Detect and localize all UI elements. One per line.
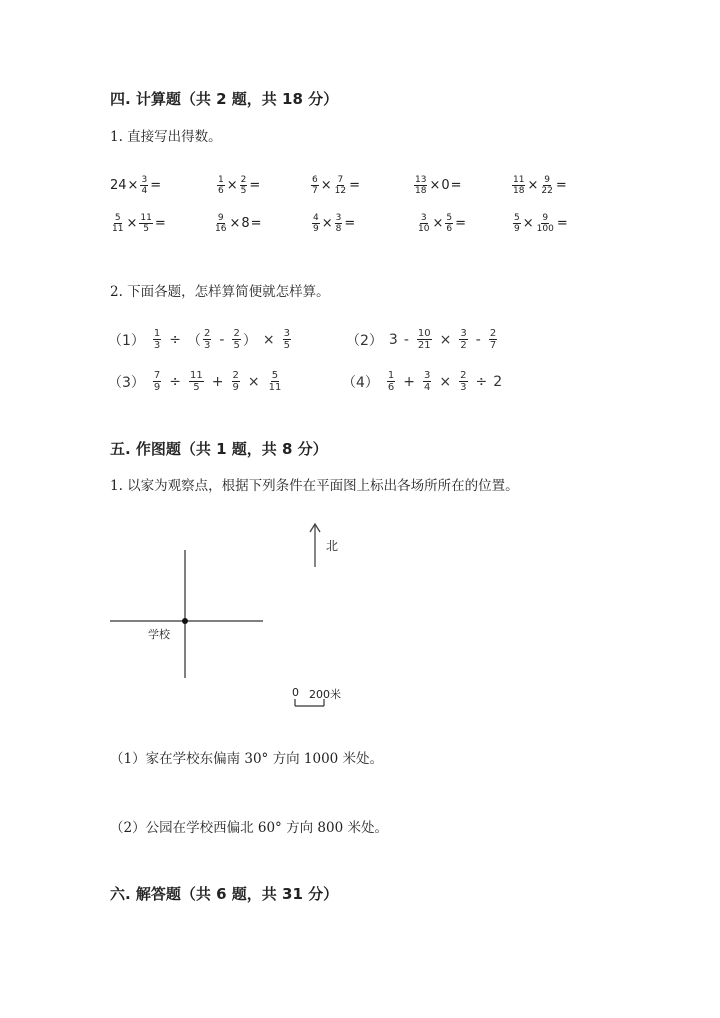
school-point [182, 618, 188, 624]
calc-item: $\frac{11}{18}$ × $\frac{9}{22}$ = [513, 175, 567, 196]
calc-item: $\frac{5}{11}$ × $\frac{11}{5}$ = [112, 213, 166, 234]
condition-2: （2）公园在学校西偏北 60° 方向 800 米处。 [110, 820, 388, 836]
simplify-item-1: （1） $\frac{1}{3}$ ÷ （ $\frac{2}{3}$ - $\frac{2}{5}$ ） × $\frac{3}{5}$ [108, 328, 290, 351]
simplify-item-4: （4） $\frac{1}{6}$ + $\frac{3}{4}$ × $\frac{2}{3}$ ÷ 2 [342, 370, 503, 393]
north-label: 北 [326, 539, 339, 553]
calc-item: $\frac{1}{6}$ × $\frac{2}{5}$ = [218, 175, 261, 196]
scale-zero-label: 0 [292, 686, 299, 699]
calc-item: $\frac{9}{16}$ × 8 = [215, 213, 262, 234]
calc-item: $\frac{13}{18}$ × 0 = [415, 175, 462, 196]
direction-diagram [100, 515, 360, 715]
question-2-prompt: 2. 下面各题，怎样算简便就怎样算。 [110, 284, 330, 300]
simplify-item-2: （2） 3 - $\frac{10}{21}$ × $\frac{3}{2}$ - $\frac{2}{7}$ [346, 328, 497, 351]
calc-item: $\frac{4}{9}$ × $\frac{3}{8}$ = [313, 213, 356, 234]
section-6-title: 六. 解答题（共 6 题，共 31 分） [110, 885, 339, 903]
condition-1: （1）家在学校东偏南 30° 方向 1000 米处。 [110, 751, 384, 767]
question-5-1-prompt: 1. 以家为观察点，根据下列条件在平面图上标出各场所所在的位置。 [110, 478, 519, 494]
section-4-title: 四. 计算题（共 2 题，共 18 分） [110, 90, 339, 108]
calc-item: $\frac{3}{10}$ × $\frac{5}{6}$ = [418, 213, 466, 234]
calc-item: 24 × $\frac{3}{4}$ = [110, 175, 162, 196]
calc-item: $\frac{5}{9}$ × $\frac{9}{100}$ = [514, 213, 568, 234]
question-1-prompt: 1. 直接写出得数。 [110, 129, 222, 145]
scale-distance-label: 200米 [309, 688, 341, 701]
calc-item: $\frac{6}{7}$ × $\frac{7}{12}$ = [312, 175, 360, 196]
simplify-item-3: （3） $\frac{7}{9}$ ÷ $\frac{11}{5}$ + $\frac{2}{9}$ × $\frac{5}{11}$ [108, 370, 282, 393]
section-5-title: 五. 作图题（共 1 题，共 8 分） [110, 440, 328, 458]
school-label: 学校 [148, 628, 170, 641]
